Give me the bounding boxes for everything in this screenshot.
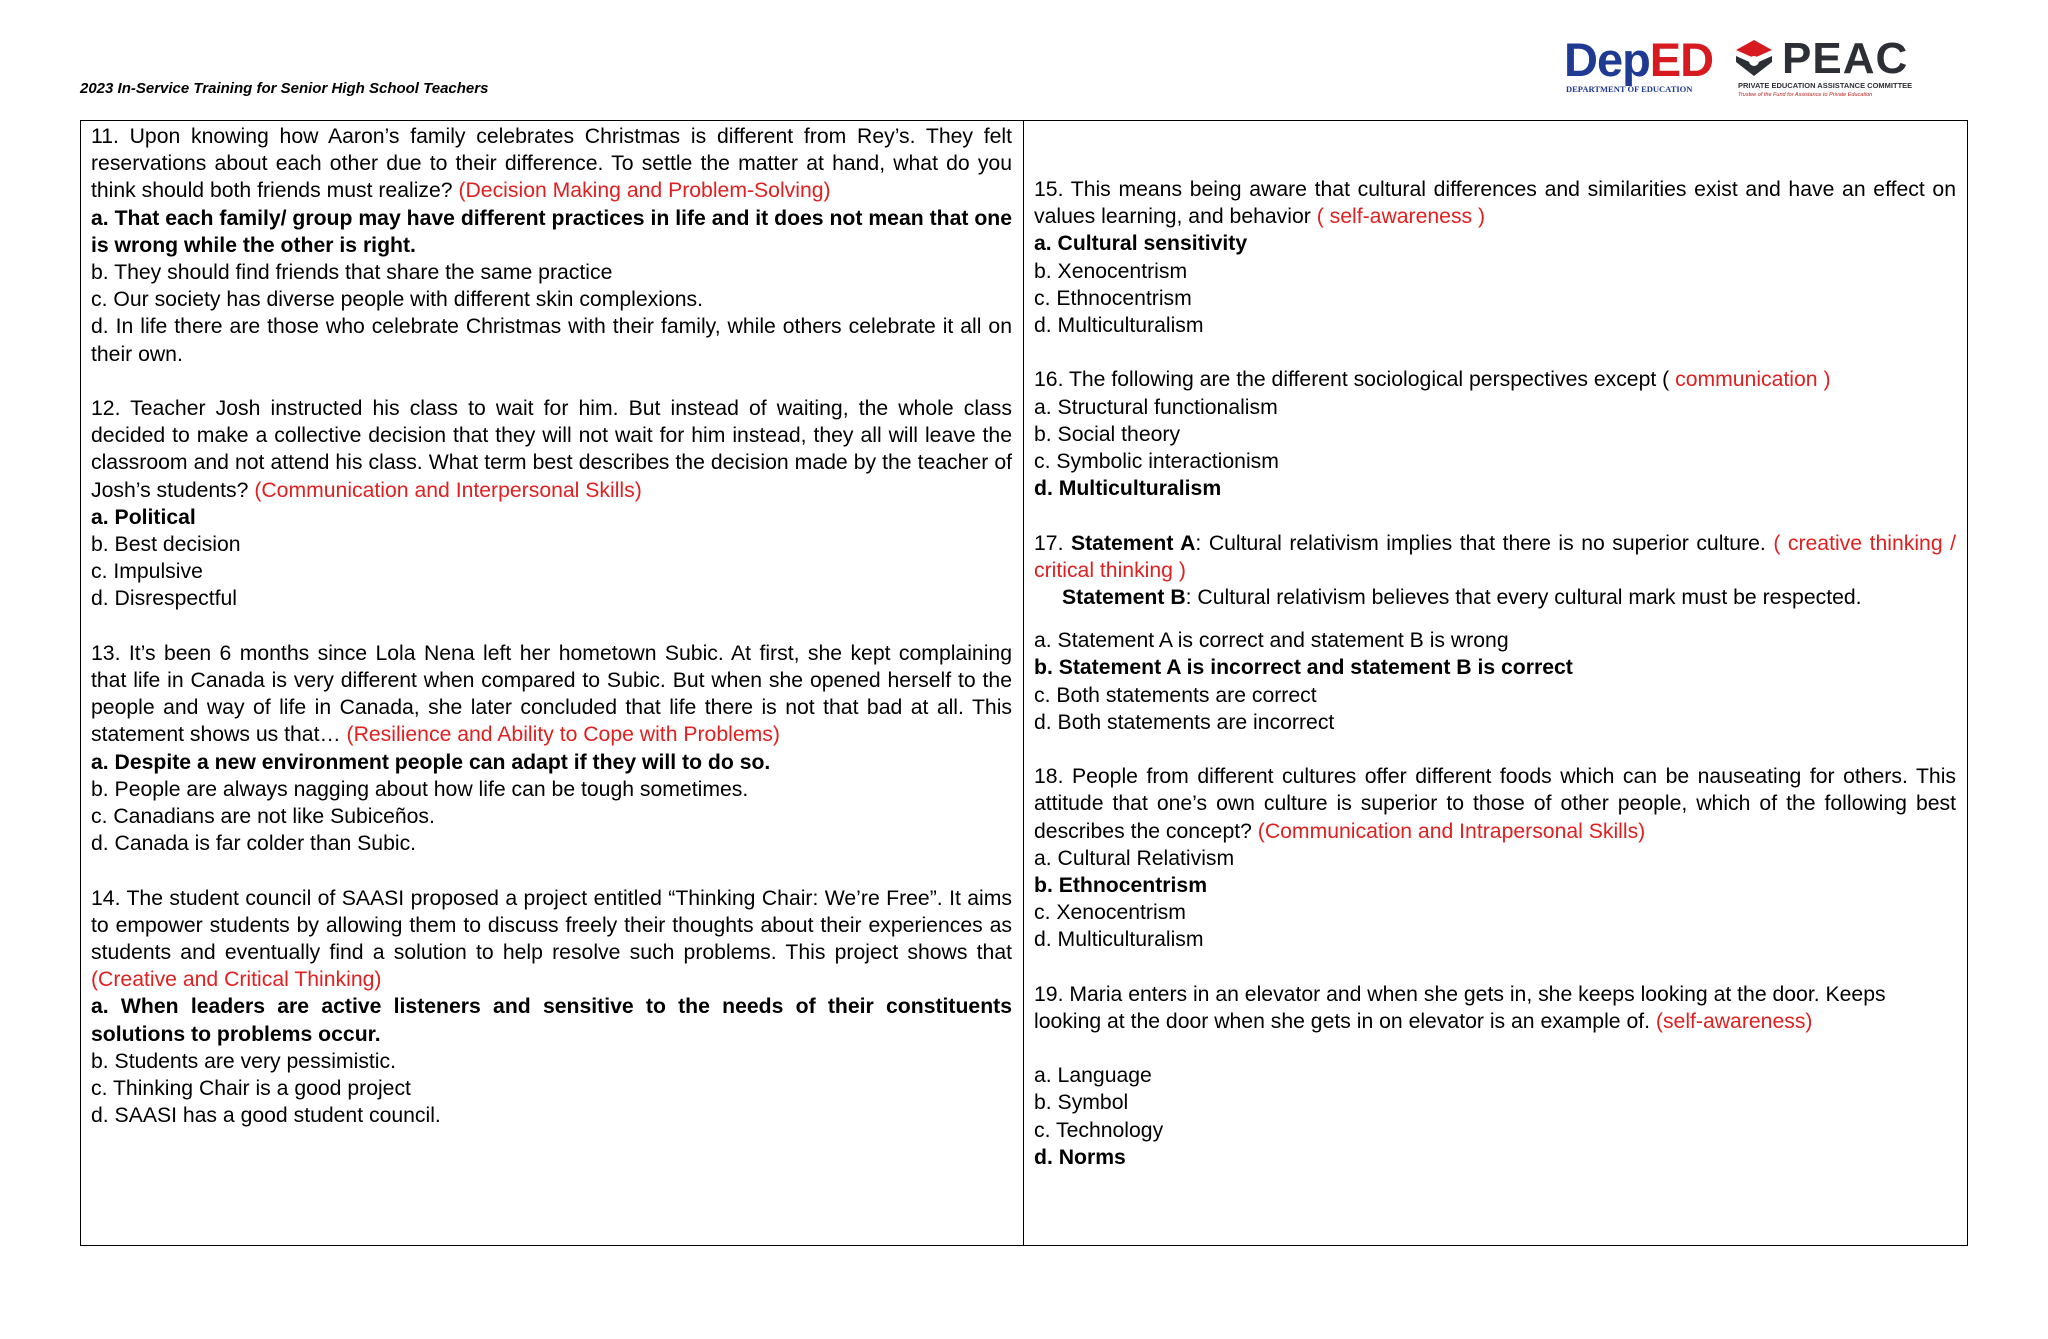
option-b: b. People are always nagging about how life can be tough sometimes.	[91, 777, 749, 801]
option-b-correct: b. Statement A is incorrect and statement B is correct	[1034, 656, 1573, 680]
question-stem: 11. Upon knowing how Aaron’s family celebrates Christmas is different from Rey’s. They felt reservations about each other due to their difference. To settle the matter at hand, what do you think should both friends must realize? (Decision Making and Problem-Solving)	[91, 125, 1012, 203]
option-c: c. Ethnocentrism	[1034, 286, 1192, 310]
skill-tag: ( self-awareness )	[1316, 205, 1486, 229]
question-stem: 17. Statement A: Cultural relativism implies that there is no superior culture. ( creative thinking / critical thinking )	[1034, 531, 1956, 582]
option-c: c. Technology	[1034, 1118, 1164, 1142]
option-b: b. Symbol	[1034, 1091, 1129, 1115]
option-c: c. Impulsive	[91, 560, 203, 584]
option-c: c. Both statements are correct	[1034, 683, 1317, 707]
skill-tag: communication )	[1675, 368, 1831, 392]
option-b: b. Students are very pessimistic.	[91, 1049, 396, 1073]
question-stem: 12. Teacher Josh instructed his class to wait for him. But instead of waiting, the whole class decided to make a collective decision that they will not wait for him instead, they all will leave the classroom and not attend his class. What term best describes the decision made by the teacher of Josh’s students? (Communication and Interpersonal Skills)	[91, 397, 1012, 502]
option-a-correct: a. Cultural sensitivity	[1034, 232, 1248, 256]
option-a-correct: a. When leaders are active listeners and sensitive to the needs of their constituents solutions to problems occur.	[91, 995, 1012, 1046]
left-column	[81, 121, 1024, 1245]
skill-tag: (Resilience and Ability to Cope with Problems)	[346, 723, 780, 747]
skill-tag: (self-awareness)	[1655, 1010, 1813, 1034]
question-11	[91, 123, 1012, 368]
question-16	[1034, 366, 1956, 502]
option-a: a. Statement A is correct and statement B is wrong	[1034, 629, 1509, 653]
option-d-correct: d. Norms	[1034, 1145, 1126, 1169]
question-17	[1034, 530, 1956, 736]
logos	[1560, 18, 1920, 104]
peac-logo-tagline: Trustee of the Fund for Assistance to Private Education	[1738, 92, 1873, 98]
skill-tag: (Communication and Interpersonal Skills)	[254, 478, 642, 502]
option-d: d. Both statements are incorrect	[1034, 710, 1335, 734]
statement-b: Statement B: Cultural relativism believes that every cultural mark must be respected.	[1062, 586, 1862, 610]
option-b: b. Best decision	[91, 533, 241, 557]
question-stem: 15. This means being aware that cultural differences and similarities exist and have an effect on values learning, and behavior ( self-awareness )	[1034, 178, 1956, 229]
question-stem: 13. It’s been 6 months since Lola Nena left her hometown Subic. At first, she kept complaining that life in Canada is very different when compared to Subic. But when she opened herself to the people and way of life in Canada, she later concluded that life there is not that bad at all. This statement shows us that… (Resilience and Ability to Cope with Problems)	[91, 641, 1012, 747]
questions-table	[80, 120, 1968, 1246]
option-a: a. Language	[1034, 1064, 1152, 1088]
deped-logo-subtitle: DEPARTMENT OF EDUCATION	[1566, 84, 1693, 94]
peac-shield-icon	[1732, 36, 1776, 80]
skill-tag: (Communication and Intrapersonal Skills)	[1257, 819, 1646, 843]
peac-logo	[1732, 18, 1922, 104]
option-a: a. Structural functionalism	[1034, 395, 1278, 419]
deped-logo	[1560, 18, 1720, 104]
statement-a-label: Statement A	[1070, 531, 1196, 555]
question-13	[91, 640, 1012, 858]
option-c: c. Thinking Chair is a good project	[91, 1077, 411, 1101]
question-stem: 16. The following are the different sociological perspectives except ( communication )	[1034, 368, 1831, 392]
option-d: d. Multiculturalism	[1034, 314, 1204, 338]
option-d: d. SAASI has a good student council.	[91, 1104, 441, 1128]
question-12	[91, 395, 1012, 613]
question-stem: 19. Maria enters in an elevator and when she gets in, she keeps looking at the door. Keeps looking at the door when she gets in on elevator is an example of. (self-awareness)	[1034, 982, 1886, 1034]
right-column	[1024, 121, 1967, 1245]
statement-b-label: Statement B	[1062, 586, 1186, 610]
question-14	[91, 885, 1012, 1130]
option-c: c. Xenocentrism	[1034, 901, 1186, 925]
skill-tag: ( creative thinking / critical thinking )	[1034, 531, 1956, 582]
question-19	[1034, 981, 1956, 1171]
question-stem: 14. The student council of SAASI proposed a project entitled “Thinking Chair: We’re Free”. It aims to empower students by allowing them to discuss freely their thoughts about their experiences as students and eventually find a solution to help resolve such problems. This project shows that (Creative and Critical Thinking)	[91, 886, 1012, 992]
option-c: c. Symbolic interactionism	[1034, 450, 1279, 474]
option-b-correct: b. Ethnocentrism	[1034, 874, 1208, 898]
option-a-correct: a. Despite a new environment people can adapt if they will to do so.	[91, 750, 771, 774]
peac-logo-wordmark: PEAC	[1782, 34, 1909, 83]
skill-tag: (Creative and Critical Thinking)	[91, 968, 382, 992]
deped-logo-wordmark: DepED	[1564, 33, 1714, 86]
option-c: c. Our society has diverse people with different skin complexions.	[91, 288, 703, 312]
option-d: d. In life there are those who celebrate Christmas with their family, while others celebrate it all on their own.	[91, 315, 1012, 366]
question-stem: 18. People from different cultures offer different foods which can be nauseating for others. This attitude that one’s own culture is superior to those of other people, which of the following best describes the concept? (Communication and Intrapersonal Skills)	[1034, 765, 1956, 843]
option-a-correct: a. Political	[91, 505, 196, 529]
option-c: c. Canadians are not like Subiceños.	[91, 805, 435, 829]
option-b: b. Xenocentrism	[1034, 259, 1188, 283]
option-a-correct: a. That each family/ group may have different practices in life and it does not mean that one is wrong while the other is right.	[91, 206, 1012, 257]
option-d: d. Disrespectful	[91, 587, 238, 611]
option-b: b. They should find friends that share the same practice	[91, 261, 613, 285]
option-d: d. Multiculturalism	[1034, 928, 1204, 952]
question-18	[1034, 763, 1956, 953]
peac-logo-subtitle: PRIVATE EDUCATION ASSISTANCE COMMITTEE	[1738, 81, 1913, 90]
option-b: b. Social theory	[1034, 422, 1181, 446]
option-d-correct: d. Multiculturalism	[1034, 477, 1222, 501]
option-d: d. Canada is far colder than Subic.	[91, 832, 417, 856]
option-a: a. Cultural Relativism	[1034, 846, 1235, 870]
document-header-title: 2023 In-Service Training for Senior High School Teachers	[80, 80, 489, 97]
question-15	[1034, 176, 1956, 339]
skill-tag: (Decision Making and Problem-Solving)	[458, 179, 831, 203]
